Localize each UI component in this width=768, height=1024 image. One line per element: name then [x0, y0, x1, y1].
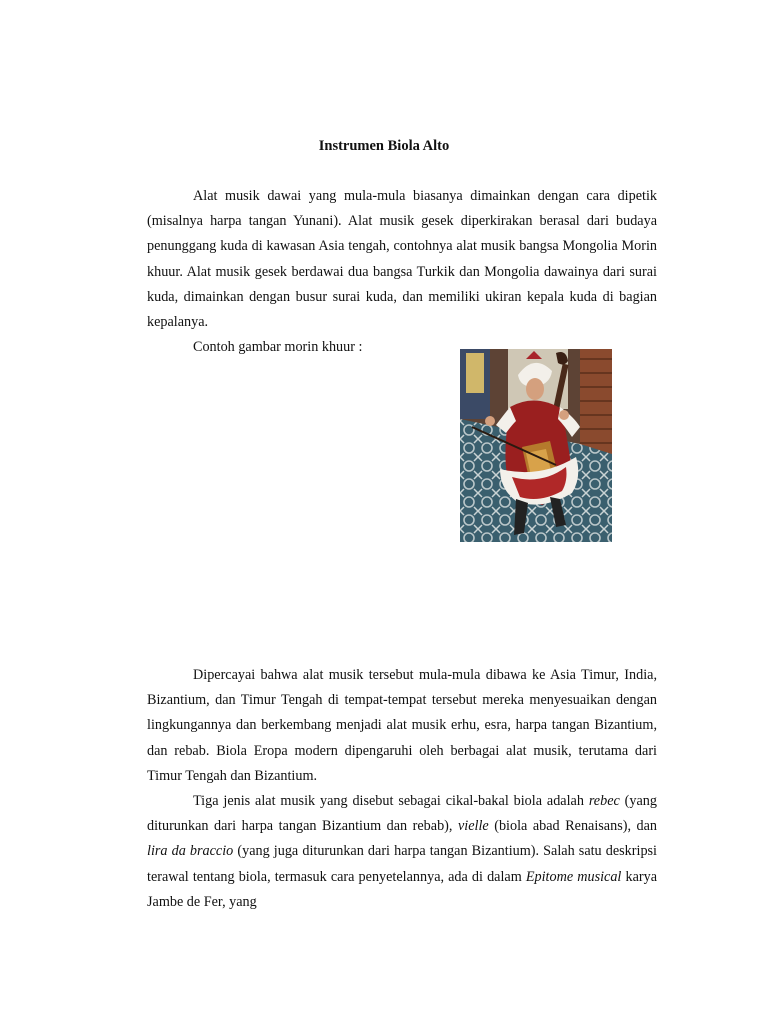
paragraph-ancestors	[147, 789, 657, 915]
text-run: (biola abad Renaisans), dan	[488, 818, 658, 835]
text-run: Tiga jenis alat musik yang disebut sebagai cikal-bakal biola adalah	[193, 793, 589, 810]
text-run: (yang juga diturunkan dari harpa tangan Bizantium). Salah satu deskripsi terawal tentang biola, termasuk cara penyetelannya, ada di dalam	[147, 843, 657, 885]
term-rebec: rebec	[588, 793, 620, 810]
morin-khuur-photo	[460, 349, 612, 542]
term-epitome-musical: Epitome musical	[525, 868, 622, 885]
term-vielle: vielle	[457, 818, 489, 835]
paragraph-block-lower	[147, 663, 657, 915]
document-title: Instrumen Biola Alto	[318, 138, 450, 154]
text-run: (yang diturunkan dari harpa tangan Bizantium dan rebab),	[147, 793, 657, 835]
paragraph-intro-block	[147, 184, 657, 360]
image-caption: Contoh gambar morin khuur :	[193, 339, 363, 356]
text-run: karya Jambe de Fer, yang	[147, 868, 657, 910]
paragraph-spread: Dipercayai bahwa alat musik tersebut mula-mula dibawa ke Asia Timur, India, Bizantium, dan Timur Tengah di tempat-tempat tersebut mereka menyesuaikan dengan lingkungannya dan berkembang menjadi alat musik erhu, esra, harpa tangan Bizantium, dan rebab. Biola Eropa modern dipengaruhi oleh berbagai alat musik, terutama dari Timur Tengah dan Bizantium.	[147, 667, 657, 784]
term-lira-da-braccio: lira da braccio	[147, 843, 234, 860]
paragraph-intro: Alat musik dawai yang mula-mula biasanya dimainkan dengan cara dipetik (misalnya harpa tangan Yunani). Alat musik gesek diperkirakan berasal dari budaya penunggang kuda di kawasan Asia tengah, contohnya alat musik bangsa Mongolia Morin khuur. Alat musik gesek berdawai dua bangsa Turkik dan Mongolia dawainya dari surai kuda, dimainkan dengan busur surai kuda, dan memiliki ukiran kepala kuda di bagian kepalanya.	[147, 188, 657, 331]
